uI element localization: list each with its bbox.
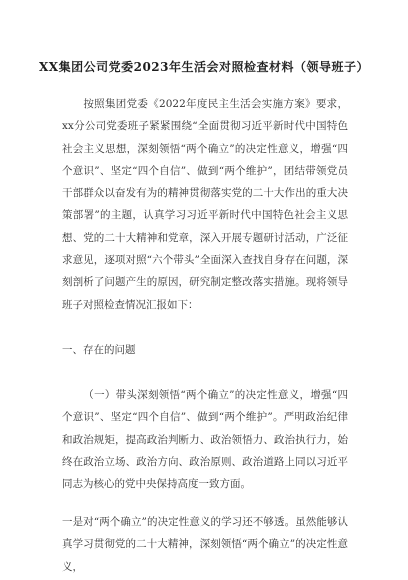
- subsection-paragraph: [62, 384, 348, 495]
- detail-paragraph: [62, 511, 348, 578]
- subsection-text: （一）带头深刻领悟“两个确立”的决定性意义，增强“四个意识”、坚定“四个自信”、做到“两个维护”。严明政治纪律和政治规矩，提高政治判断力、政治领悟力、政治执行力，始终在政治立场、政治方向、政治原则、政治道路上同以习近平同志为核心的党中央保持高度一致方面。: [62, 389, 348, 491]
- detail-text: 一是对“两个确立”的决定性意义的学习还不够透。虽然能够认真学习贯彻党的二十大精神，深刻领悟“两个确立”的决定性意义，: [62, 516, 348, 573]
- section-heading: 一、存在的问题: [62, 344, 136, 356]
- intro-text: 按照集团党委《2022年度民主生活会实施方案》要求，xx分公司党委班子紧紧围绕“全面贯彻习近平新时代中国特色社会主义思想，深刻领悟“两个确立”的决定性意义，增强“四个意识”、坚定“四个自信”、做到“两个维护”，团结带领党员干部群众以奋发有为的精神贯彻落实党的二十大作出的重大决策部署”的主题，认真学习习近平新时代中国特色社会主义思想、党的二十大精神和党章，深入开展专题研讨活动，广泛征求意见，逐项对照“六个带头”全面深入查找自身存在问题，深刻剖析了问题产生的原因，研究制定整改落实措施。现将领导班子对照检查情况汇报如下：: [62, 98, 348, 311]
- document-title: XX集团公司党委2023年生活会对照检查材料（领导班子）: [38, 60, 370, 74]
- intro-paragraph: [62, 93, 348, 316]
